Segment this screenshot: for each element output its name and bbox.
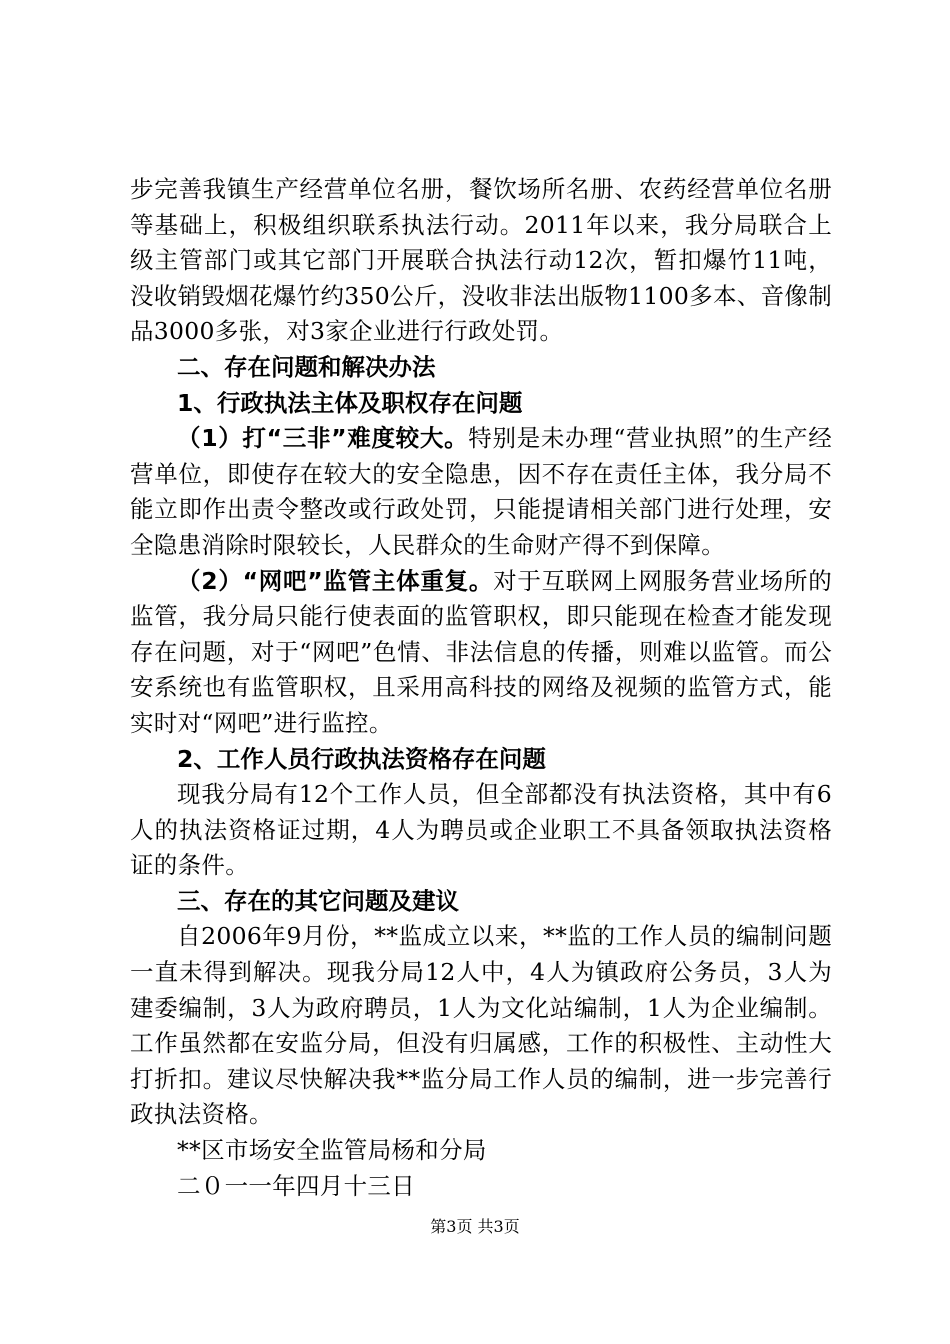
- page-footer: 第3页 共3页: [430, 1217, 520, 1236]
- section-heading-2: 二、存在问题和解决办法: [177, 352, 436, 381]
- paragraph-body: 特别是未办理“营业执照”的生产经营单位，即使存在较大的安全隐患，因不存在责任主体，我分局不能立即作出责令整改或行政处罚，只能提请相关部门进行处理，安全隐患消除时限较长，人民群众的生命财产得不到保障。: [130, 424, 833, 559]
- document-body: [130, 172, 832, 1204]
- paragraph-staff-qualification: 现我分局有12个工作人员，但全部都没有执法资格，其中有6人的执法资格证过期，4人为聘员或企业职工不具备领取执法资格证的条件。: [130, 780, 832, 880]
- paragraph-body: 对于互联网上网服务营业场所的监管，我分局只能行使表面的监管职权，即只能现在检查才能发现存在问题，对于“网吧”色情、非法信息的传播，则难以监管。而公安系统也有监管职权，且采用高科技的网络及视频的监管方式，能实时对“网吧”进行监控。: [130, 566, 832, 737]
- paragraph-lead-bold: （2）“网吧”监管主体重复。: [177, 566, 494, 595]
- paragraph-three-illegal: [130, 421, 832, 563]
- paragraph-intro: 步完善我镇生产经营单位名册，餐饮场所名册、农药经营单位名册等基础上，积极组织联系执法行动。2011年以来，我分局联合上级主管部门或其它部门开展联合执法行动12次，暂扣爆竹11吨，没收销毁烟花爆竹约350公斤，没收非法出版物1100多本、音像制品3000多张，对3家企业进行行政处罚。: [130, 175, 832, 346]
- paragraph-lead-bold: （1）打“三非”难度较大。: [177, 424, 469, 453]
- signature-date: 二０一一年四月十三日: [177, 1171, 415, 1200]
- subsection-heading-1: 1、行政执法主体及职权存在问题: [177, 388, 523, 417]
- signature-organization: **区市场安全监管局杨和分局: [177, 1136, 487, 1165]
- paragraph-internet-cafe: [130, 564, 832, 742]
- subsection-heading-2: 2、工作人员行政执法资格存在问题: [177, 744, 546, 773]
- section-heading-3: 三、存在的其它问题及建议: [177, 886, 459, 915]
- paragraph-staffing-suggestion: 自2006年9月份，**监成立以来，**监的工作人员的编制问题一直未得到解决。现我分局12人中，4人为镇政府公务员，3人为建委编制，3人为政府聘员，1人为文化站编制，1人为企业编制。工作虽然都在安监分局，但没有归属感，工作的积极性、主动性大打折扣。建议尽快解决我**监分局工作人员的编制，进一步完善行政执法资格。: [130, 922, 832, 1129]
